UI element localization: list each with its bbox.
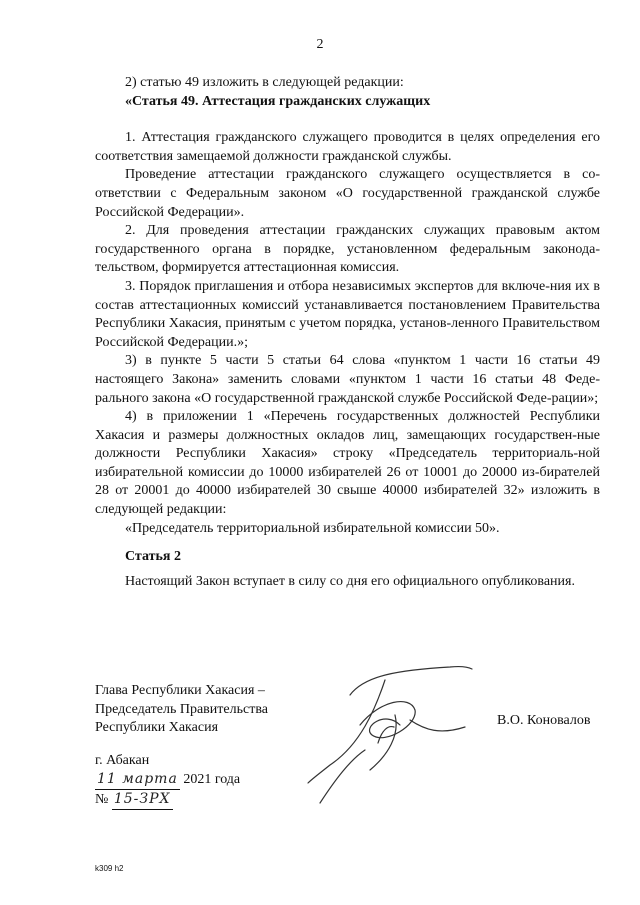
signatory-line-1: Глава Республики Хакасия – xyxy=(95,683,265,698)
article-49-heading: «Статья 49. Аттестация гражданских служащих xyxy=(125,93,431,109)
article-2-text: Настоящий Закон вступает в силу со дня его официального опубликования. xyxy=(125,574,575,589)
amendment-item-4-new-text: «Председатель территориальной избирательной комиссии 50». xyxy=(125,520,500,536)
law-number xyxy=(95,790,173,810)
signatory-line-2: Председатель Правительства xyxy=(95,701,268,717)
article-2-heading: Статья 2 xyxy=(125,549,181,564)
amendments-body xyxy=(95,74,600,538)
number-sign: № xyxy=(95,792,109,807)
amendment-item-3: 3) в пункте 5 части 5 статьи 64 слова «пунктом 1 части 16 статьи 49 настоящего Закона» заменить словами «пунктом 1 части 16 статьи 48 Феде-рального закона «О государственной гражданской службе Российской Феде-рации»; xyxy=(95,353,600,406)
signing-date xyxy=(95,770,240,790)
document-code: k309 h2 xyxy=(95,864,124,873)
article-49-part-3: 3. Порядок приглашения и отбора независимых экспертов для включе-ния их в состав аттестационных комиссий устанавливается постановлением Правительства Республики Хакасия, принятым с учетом порядка, установ-ленного Правительством Российской Федерации.»; xyxy=(95,278,600,350)
signatory-line-3: Республики Хакасия xyxy=(95,720,219,736)
signatory-name: В.О. Коновалов xyxy=(497,713,591,728)
handwritten-signature xyxy=(290,655,480,805)
amendment-item-4: 4) в приложении 1 «Перечень государственных должностей Республики Хакасия и размеры должностных окладов лиц, замещающих государствен-ные должности Республики Хакасия» строку «Председатель территориаль-ной избирательной комиссии до 10000 избирателей 26 от 10001 до 20000 из-бирателей 28 от 20001 до 40000 избирателей 30 свыше 40000 избирателей 32» изложить в следующей редакции: xyxy=(95,409,600,518)
handwritten-law-number: 15-ЗРХ xyxy=(112,790,173,810)
article-49-part-2: 2. Для проведения аттестации гражданских служащих правовым актом государственного органа в порядке, установленном федеральным законода-тельством, формируется аттестационная комиссия. xyxy=(95,223,600,276)
amendment-item-2: 2) статью 49 изложить в следующей редакции: xyxy=(125,75,404,90)
article-49-part-1: 1. Аттестация гражданского служащего проводится в целях определения его соответствия замещаемой должности гражданской службы. xyxy=(95,130,600,164)
date-year: 2021 года xyxy=(183,772,241,787)
handwritten-date: 11 марта xyxy=(95,770,180,790)
place-of-signing: г. Абакан xyxy=(95,753,150,768)
page-number: 2 xyxy=(316,37,324,52)
article-49-part-1-cont: Проведение аттестации гражданского служащего осуществляется в со-ответствии с Федеральным законом «О государственной гражданской службе Российской Федерации». xyxy=(95,167,600,220)
